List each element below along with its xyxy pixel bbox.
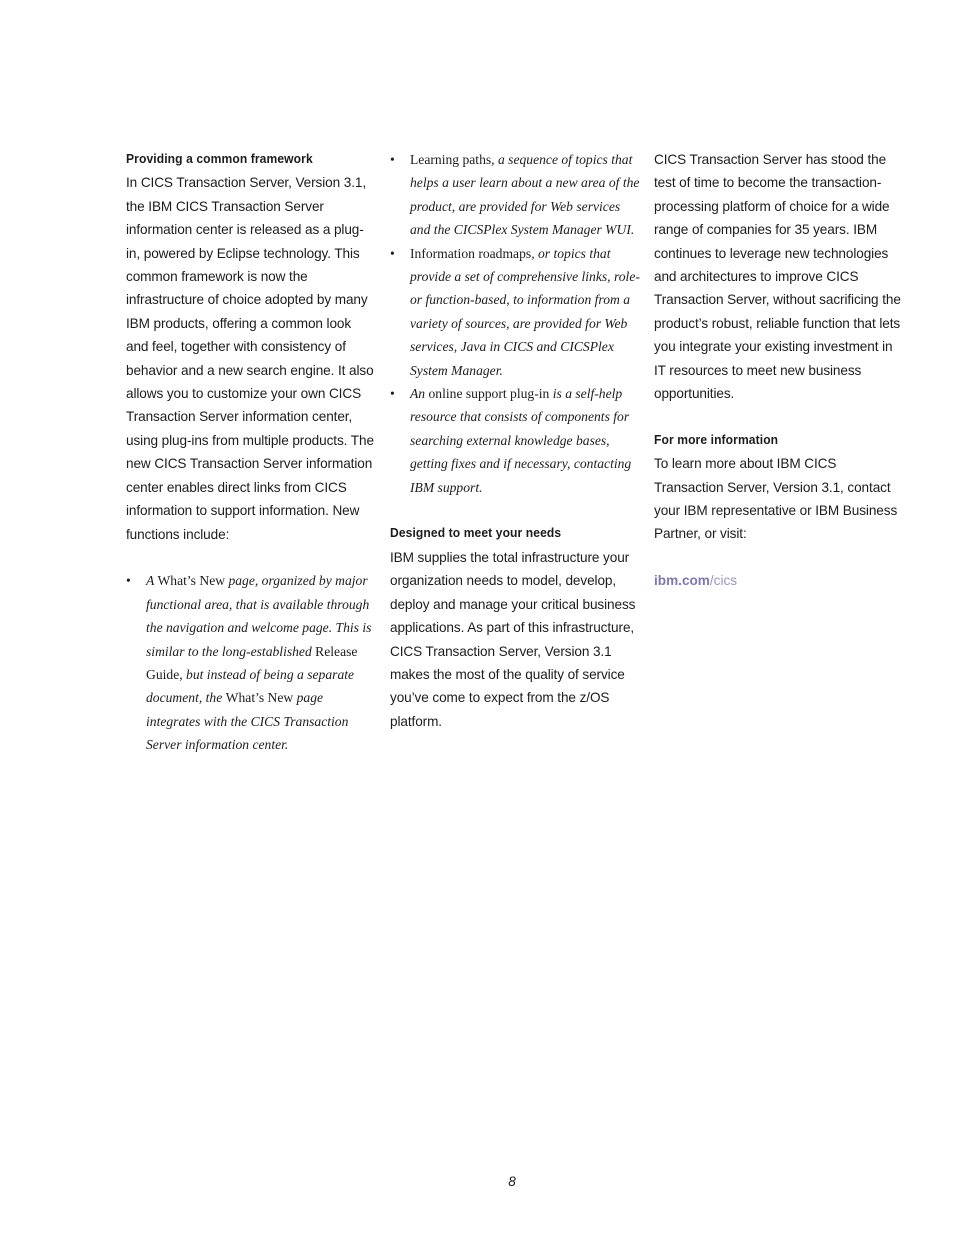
more-info-paragraph: To learn more about IBM CICS Transaction Server, Version 3.1, contact your IBM representative or IBM Business Partner, or visit: (654, 456, 898, 542)
list-item-information-roadmaps: • Information roadmaps, or topics that provide a set of comprehensive links, role- or function-based, to information from a variety of sources, are provided for Web services, Java in CICS and CICSPlex System Manager. (390, 242, 640, 382)
section-heading-designed: Designed to meet your needs (390, 526, 562, 541)
column-1 (126, 148, 376, 757)
list-item-whats-new: • A What’s New page, organized by major functional area, that is available through the navigation and welcome page. This is similar to the long-established Release Guide, but instead of being a separate document, the What’s New page integrates with the CICS Transaction Server information center. (126, 569, 376, 756)
column-2 (390, 148, 640, 733)
common-framework-paragraph: In CICS Transaction Server, Version 3.1, the IBM CICS Transaction Server information center is released as a plug-in, powered by Eclipse technology. This common framework is now the infrastructure of choice adopted by many IBM products, offering a common look and feel, together with consistency of behavior and a new search engine. It also allows you to customize your own CICS Transaction Server information center, using plug-ins from multiple products. The new CICS Transaction Server information center enables direct links from CICS information to support information. New functions include: (126, 175, 374, 542)
section-heading-more-info: For more information (654, 432, 779, 447)
page-number: 8 (508, 1174, 516, 1189)
bullet-icon: • (390, 386, 395, 402)
column-3 (654, 148, 904, 593)
list-item-online-support: • An online support plug-in is a self-help resource that consists of components for searching external knowledge bases, getting fixes and if necessary, contacting IBM support. (390, 382, 640, 499)
cics-history-paragraph: CICS Transaction Server has stood the test of time to become the transaction-processing platform of choice for a wide range of companies for 35 years. IBM continues to leverage new technologies and architectures to improve CICS Transaction Server, without sacrificing the product’s robust, reliable function that lets you integrate your existing investment in IT resources to meet new business opportunities. (654, 152, 901, 402)
list-item-learning-paths: • Learning paths, a sequence of topics that helps a user learn about a new area of the product, are provided for Web services and the CICSPlex System Manager WUI. (390, 148, 640, 242)
ibm-cics-link[interactable]: ibm.com/cics (654, 573, 738, 589)
new-functions-list (126, 569, 376, 756)
designed-paragraph: IBM supplies the total infrastructure your organization needs to model, develop, deploy and manage your critical business applications. As part of this infrastructure, CICS Transaction Server, Version 3.1 makes the most of the quality of service you’ve come to expect from the z/OS platform. (390, 549, 636, 729)
bullet-icon: • (126, 573, 131, 589)
bullet-icon: • (390, 245, 395, 261)
section-heading-common-framework: Providing a common framework (126, 152, 313, 166)
new-functions-list-continued (390, 148, 640, 499)
bullet-icon: • (390, 152, 395, 167)
